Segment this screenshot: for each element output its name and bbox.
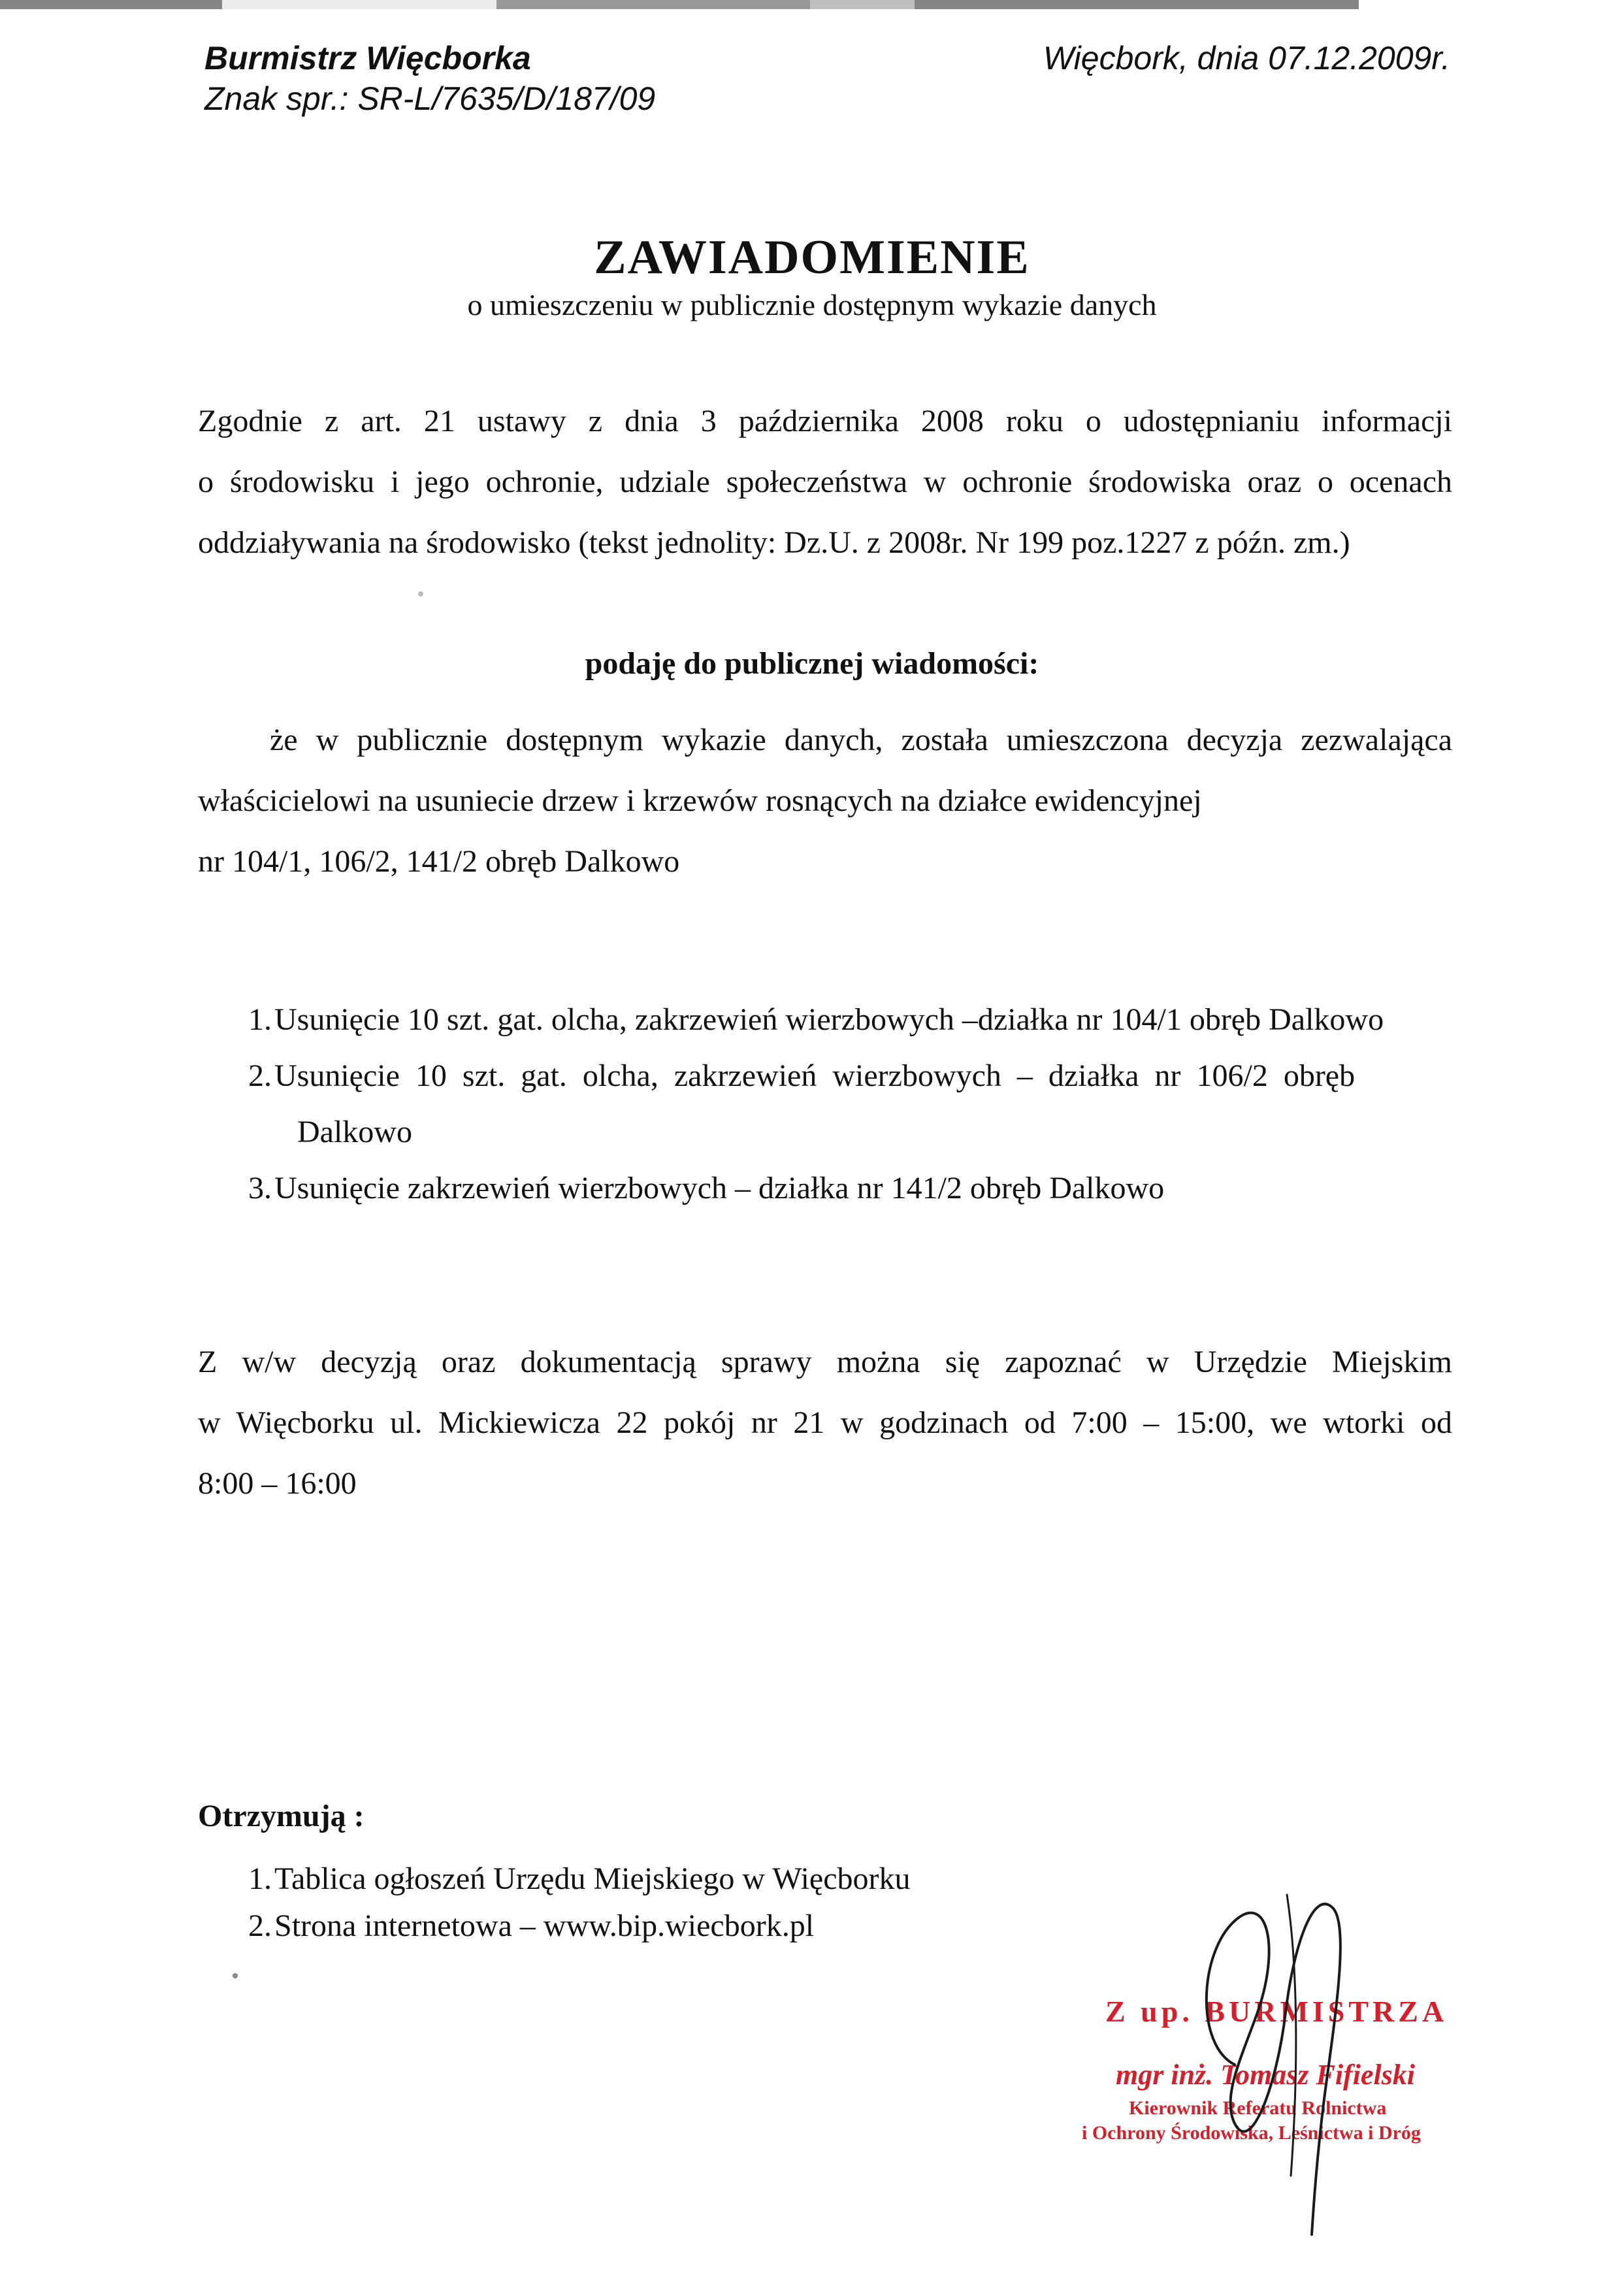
handwritten-signature: [1137, 1849, 1411, 2241]
scan-speck: [418, 591, 423, 597]
document-subtitle: o umieszczeniu w publicznie dostępnym wykazie danych: [467, 288, 1157, 321]
issuing-authority: Burmistrz Więcborka: [204, 40, 531, 76]
list-item-text: Usunięcie 10 szt. gat. olcha, zakrzewień wierzbowych –działka nr 104/1 obręb Dalkowo: [274, 1002, 1384, 1037]
place-and-date: Więcbork, dnia 07.12.2009r.: [1043, 40, 1450, 76]
recipients-heading: Otrzymują :: [198, 1799, 365, 1833]
list-item: [248, 992, 1457, 1048]
list-item: [248, 1048, 1457, 1104]
list-item-text: Strona internetowa – www.bip.wiecbork.pl: [274, 1908, 815, 1943]
list-item-number: 3.: [248, 1171, 272, 1205]
decision-paragraph: [198, 710, 1452, 892]
legal-basis-paragraph: [198, 391, 1452, 573]
list-item: [248, 1160, 1457, 1217]
scan-edge: [0, 0, 1624, 9]
inspection-line: Z w/w decyzją oraz dokumentacją sprawy można się zapoznać w Urzędzie Miejskim: [198, 1345, 1452, 1379]
decision-line: że w publicznie dostępnym wykazie danych, została umieszczona decyzja zezwalająca: [270, 723, 1452, 757]
scan-speck: [233, 1973, 238, 1978]
list-item-number: 2.: [248, 1058, 272, 1093]
list-item-number: 1.: [248, 1861, 272, 1896]
stamp-signatory-line: Z up. BURMISTRZA: [1105, 1995, 1448, 2028]
decision-line: właścicielowi na usuniecie drzew i krzewów rosnących na działce ewidencyjnej: [198, 783, 1202, 818]
stamp-signatory-name: mgr inż. Tomasz Fifielski: [1116, 2059, 1416, 2091]
list-item: [248, 1856, 911, 1903]
list-item-text: Tablica ogłoszeń Urzędu Miejskiego w Więcborku: [274, 1861, 911, 1896]
legal-basis-line: o środowisku i jego ochronie, udziale społeczeństwa w ochronie środowiska oraz o ocenach: [198, 465, 1452, 499]
legal-basis-line: oddziaływania na środowisko (tekst jednolity: Dz.U. z 2008r. Nr 199 poz.1227 z późn. zm.): [198, 525, 1350, 560]
inspection-line: w Więcborku ul. Mickiewicza 22 pokój nr 21 w godzinach od 7:00 – 15:00, we wtorki od: [198, 1405, 1452, 1440]
recipients-list: [248, 1856, 911, 1950]
stamp-position-line: i Ochrony Środowiska, Leśnictwa i Dróg: [1082, 2122, 1421, 2144]
case-reference: Znak spr.: SR-L/7635/D/187/09: [204, 80, 656, 117]
list-item-text: Usunięcie 10 szt. gat. olcha, zakrzewień wierzbowych – działka nr 106/2 obręb: [274, 1058, 1356, 1093]
removal-items-list: [248, 992, 1457, 1217]
list-item-number: 1.: [248, 1002, 272, 1037]
list-item: [248, 1903, 911, 1950]
decision-line: nr 104/1, 106/2, 141/2 obręb Dalkowo: [198, 844, 680, 879]
document-title: ZAWIADOMIENIE: [594, 231, 1030, 284]
stamp-position-line: Kierownik Referatu Rolnictwa: [1129, 2097, 1387, 2119]
inspection-paragraph: [198, 1332, 1452, 1514]
list-item-number: 2.: [248, 1908, 272, 1943]
list-item-continuation: Dalkowo: [297, 1115, 412, 1149]
legal-basis-line: Zgodnie z art. 21 ustawy z dnia 3 października 2008 roku o udostępnianiu informacji: [198, 404, 1452, 438]
inspection-line: 8:00 – 16:00: [198, 1466, 357, 1501]
list-item-text: Usunięcie zakrzewień wierzbowych – działka nr 141/2 obręb Dalkowo: [274, 1171, 1165, 1205]
announcement-heading: podaję do publicznej wiadomości:: [585, 646, 1039, 681]
